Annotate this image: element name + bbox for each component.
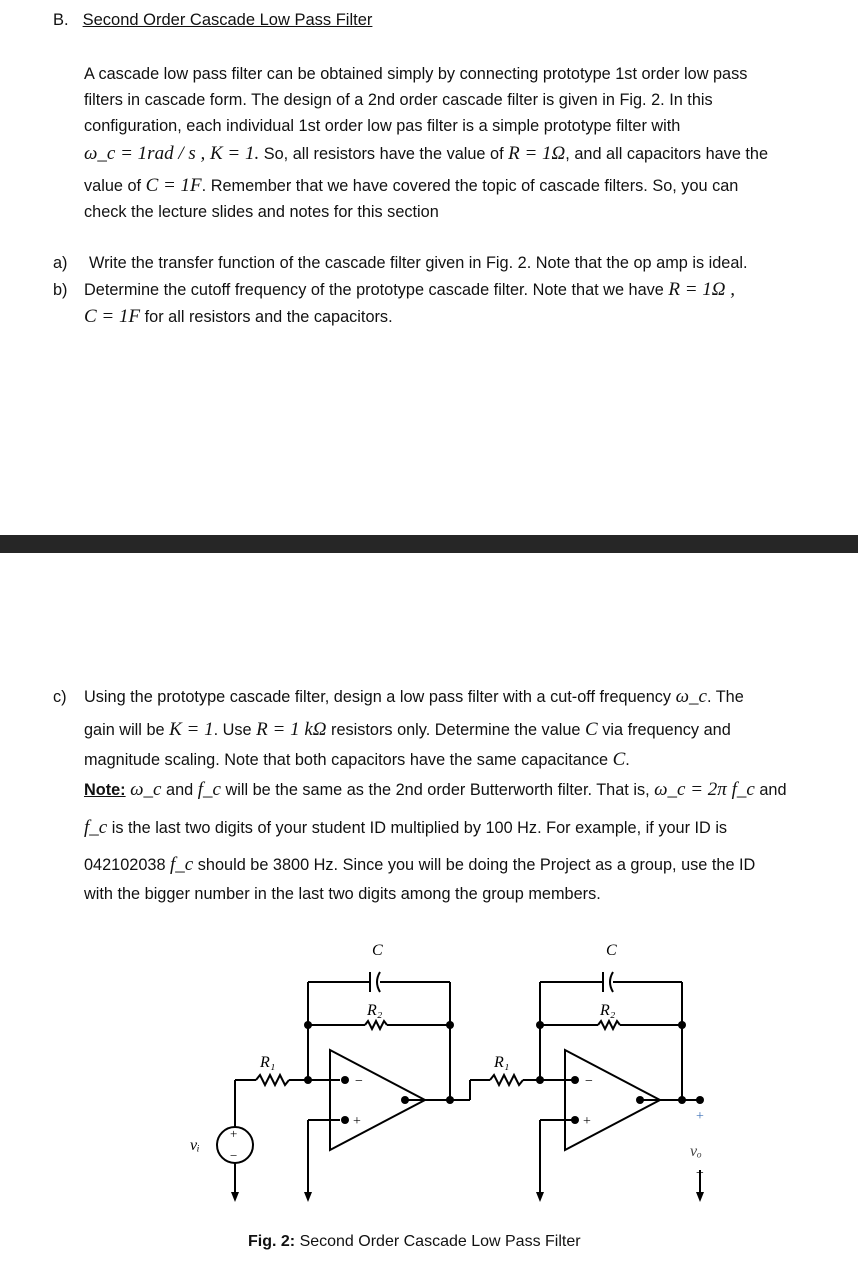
question-b-text: Determine the cutoff frequency of the prototype cascade filter. Note that we have xyxy=(84,281,664,299)
question-b-math-r: R = 1Ω , xyxy=(668,279,736,300)
question-c-line-5 xyxy=(84,817,727,839)
intro-line-4-tail: , and all capacitors have the xyxy=(565,145,769,163)
node-dot xyxy=(341,1076,349,1084)
node-dot xyxy=(536,1021,544,1029)
question-b-math-c: C = 1F xyxy=(84,306,141,327)
question-b-label: b) xyxy=(53,281,68,299)
node-dot xyxy=(341,1116,349,1124)
figure-caption xyxy=(248,1233,581,1251)
intro-math-c: C = 1F xyxy=(145,175,202,196)
section-title: Second Order Cascade Low Pass Filter xyxy=(82,11,373,29)
resistor-r1-stage2 xyxy=(490,1075,523,1085)
intro-line-5-text: . Remember that we have covered the topic of cascade filters. So, you can xyxy=(201,177,739,195)
question-a-text: Write the transfer function of the cascade filter given in Fig. 2. Note that the op amp is ideal. xyxy=(89,254,748,272)
intro-line-2: filters in cascade form. The design of a 2nd order cascade filter is given in Fig. 2. In this xyxy=(84,91,713,109)
node-dot xyxy=(571,1116,579,1124)
line5-math-f: f_c xyxy=(84,817,108,838)
caption-label: Fig. 2: xyxy=(248,1233,296,1250)
question-c-tail-3: . xyxy=(625,751,630,769)
question-c-line-3 xyxy=(84,749,630,771)
note-math-f: f_c xyxy=(197,779,221,800)
line6-head: 042102038 xyxy=(84,856,166,874)
label-r2-stage1: R₂ xyxy=(367,1002,383,1019)
opamp1-plus: + xyxy=(353,1114,361,1129)
output-plus: + xyxy=(696,1109,704,1124)
label-r1-stage2: R₁ xyxy=(494,1054,510,1071)
capacitor-c-stage2-plate2 xyxy=(610,972,613,992)
line6-text: should be 3800 Hz. Since you will be doing the Project as a group, use the ID xyxy=(197,856,756,874)
resistor-r2-stage1 xyxy=(365,1021,387,1029)
note-math-omega: ω_c xyxy=(130,779,162,800)
node-dot xyxy=(636,1096,644,1104)
node-dot xyxy=(446,1021,454,1029)
question-c-math-c2: C xyxy=(612,749,626,770)
node-dot xyxy=(304,1076,312,1084)
label-r2-stage2: R₂ xyxy=(600,1002,616,1019)
output-node xyxy=(696,1096,704,1104)
question-c-label: c) xyxy=(53,688,67,706)
opamp1-minus: − xyxy=(355,1074,363,1089)
opamp2-plus: + xyxy=(583,1114,591,1129)
intro-line-3: configuration, each individual 1st order low pas filter is a simple prototype filter with xyxy=(84,117,681,135)
question-c-resistors: resistors only. Determine the value xyxy=(331,721,581,739)
source-minus: − xyxy=(230,1148,238,1163)
note-tail: and xyxy=(759,781,787,799)
line5-text: is the last two digits of your student ID multiplied by 100 Hz. For example, if your ID is xyxy=(111,819,728,837)
intro-line-5 xyxy=(84,175,738,197)
question-c-text-3: magnitude scaling. Note that both capacitors have the same capacitance xyxy=(84,751,609,769)
question-b-line-1 xyxy=(84,279,735,301)
question-c-line-6 xyxy=(84,854,755,876)
label-c-stage2: C xyxy=(606,942,617,959)
question-c-line-2 xyxy=(84,719,731,741)
ground-arrow xyxy=(304,1192,312,1202)
intro-line-6: check the lecture slides and notes for this section xyxy=(84,203,439,221)
node-dot xyxy=(571,1076,579,1084)
question-c-text-1: Using the prototype cascade filter, design a low pass filter with a cut-off frequency xyxy=(84,688,672,706)
question-c-line-1 xyxy=(84,686,744,708)
note-and: and xyxy=(166,781,194,799)
intro-line-4 xyxy=(84,143,768,165)
question-c-tail-2: via frequency and xyxy=(602,721,731,739)
node-dot xyxy=(446,1096,454,1104)
label-vi: vᵢ xyxy=(190,1137,200,1154)
output-minus: − xyxy=(696,1166,704,1181)
note-text: will be the same as the 2nd order Butterworth filter. That is, xyxy=(225,781,650,799)
label-c-stage1: C xyxy=(372,942,383,959)
question-c-math-omega: ω_c xyxy=(675,686,707,707)
capacitor-c-stage1-plate2 xyxy=(377,972,380,992)
label-r1-stage1: R₁ xyxy=(260,1054,276,1071)
resistor-r2-stage2 xyxy=(598,1021,620,1029)
opamp2-minus: − xyxy=(585,1074,593,1089)
ground-arrow xyxy=(231,1192,239,1202)
note-label: Note: xyxy=(84,781,126,799)
ground-arrow xyxy=(536,1192,544,1202)
question-a-label: a) xyxy=(53,254,68,272)
node-dot xyxy=(536,1076,544,1084)
source-plus: + xyxy=(230,1126,238,1141)
node-dot xyxy=(678,1021,686,1029)
intro-line-5-head: value of xyxy=(84,177,142,195)
cascade-filter-circuit xyxy=(0,930,858,1230)
line6-math-f: f_c xyxy=(170,854,194,875)
question-c-tail-1: . The xyxy=(706,688,744,706)
question-b-tail: for all resistors and the capacitors. xyxy=(144,308,393,326)
page-divider xyxy=(0,535,858,553)
caption-text: Second Order Cascade Low Pass Filter xyxy=(299,1233,581,1250)
intro-line-1: A cascade low pass filter can be obtained simply by connecting prototype 1st order low pass xyxy=(84,65,748,83)
question-c-math-c: C xyxy=(585,719,598,740)
label-vo: vₒ xyxy=(690,1143,702,1160)
question-c-line-7: with the bigger number in the last two digits among the group members. xyxy=(84,885,601,903)
question-c-gain-head: gain will be xyxy=(84,721,165,739)
section-letter: B. xyxy=(53,11,69,29)
section-heading xyxy=(53,11,372,30)
question-c-math-r: R = 1 kΩ xyxy=(256,719,327,740)
node-dot xyxy=(678,1096,686,1104)
intro-math-omega: ω_c = 1rad / s , K = 1. xyxy=(84,143,260,164)
node-dot xyxy=(304,1021,312,1029)
ground-arrow xyxy=(696,1192,704,1202)
node-dot xyxy=(401,1096,409,1104)
note-math-relation: ω_c = 2π f_c xyxy=(654,779,755,800)
question-c-use: . Use xyxy=(213,721,252,739)
intro-math-r: R = 1Ω xyxy=(508,143,566,164)
question-b-line-2 xyxy=(84,306,393,328)
resistor-r1-stage1 xyxy=(256,1075,289,1085)
question-c-note-line xyxy=(84,779,787,801)
question-c-math-k: K = 1 xyxy=(169,719,214,740)
intro-line-4-text: So, all resistors have the value of xyxy=(263,145,504,163)
